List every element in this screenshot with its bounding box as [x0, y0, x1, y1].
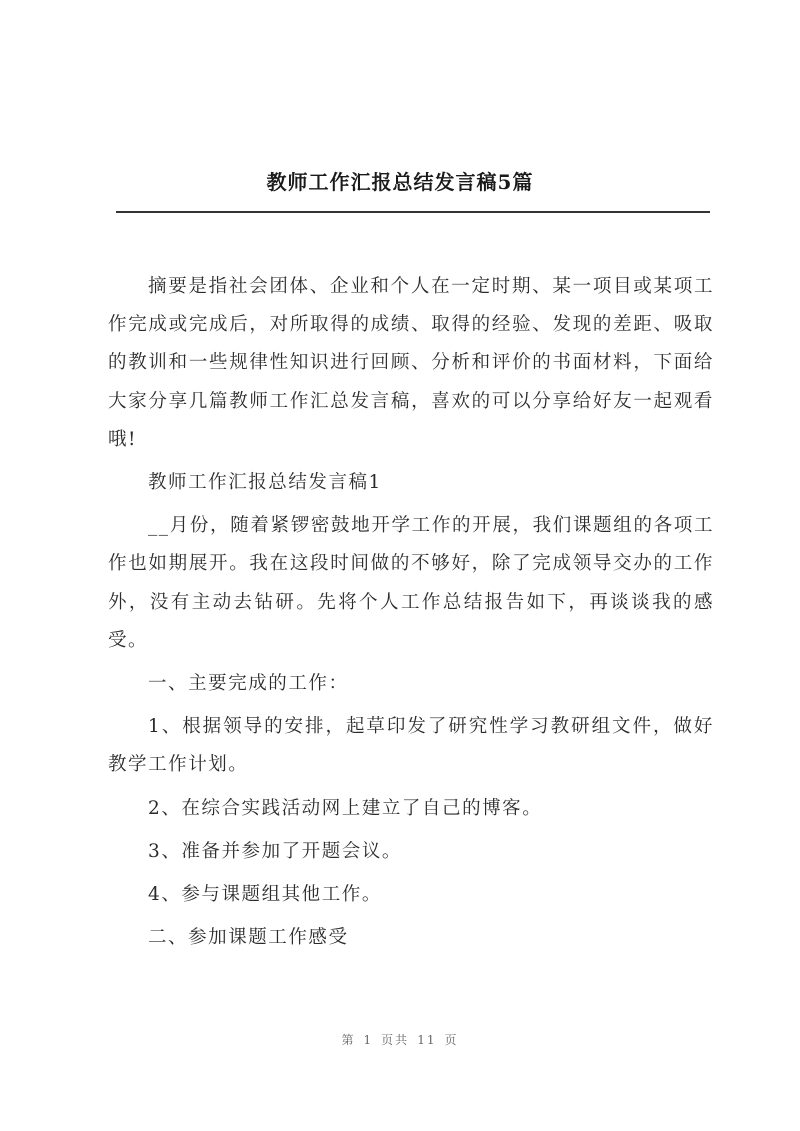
title-divider — [116, 211, 710, 213]
list-item: 3、准备并参加了开题会议。 — [148, 840, 402, 862]
section-heading: 教师工作汇报总结发言稿1 — [148, 472, 382, 494]
footer-current-page: 1 — [363, 1033, 374, 1047]
subheading-main-work: 一、主要完成的工作： — [148, 673, 349, 695]
list-item: 2、在综合实践活动网上建立了自己的博客。 — [148, 797, 543, 819]
list-item: 4、参与课题组其他工作。 — [148, 884, 382, 906]
footer-label-page: 第 — [341, 1033, 356, 1047]
page-footer — [0, 1031, 800, 1048]
list-item: 1、根据领导的安排，起草印发了研究性学习教研组文件，做好教学工作计划。 — [108, 716, 714, 776]
document-title: 教师工作汇报总结发言稿5篇 — [266, 170, 534, 194]
subheading-feelings: 二、参加课题工作感受 — [148, 927, 349, 949]
document-body — [108, 268, 714, 962]
footer-label-pages: 页 — [444, 1033, 459, 1047]
paragraph-intro: __月份，随着紧锣密鼓地开学工作的开展，我们课题组的各项工作也如期展开。我在这段时间做的不够好，除了完成领导交办的工作外，没有主动去钻研。先将个人工作总结报告如下，再谈谈我的感受。 — [108, 515, 714, 651]
paragraph-abstract: 摘要是指社会团体、企业和个人在一定时期、某一项目或某项工作完成或完成后，对所取得的成绩、取得的经验、发现的差距、吸取的教训和一些规律性知识进行回顾、分析和评价的书面材料，下面给大家分享几篇教师工作汇总发言稿，喜欢的可以分享给好友一起观看哦! — [108, 276, 714, 450]
footer-label-of: 页共 — [381, 1033, 410, 1047]
footer-total-pages: 11 — [417, 1033, 437, 1047]
